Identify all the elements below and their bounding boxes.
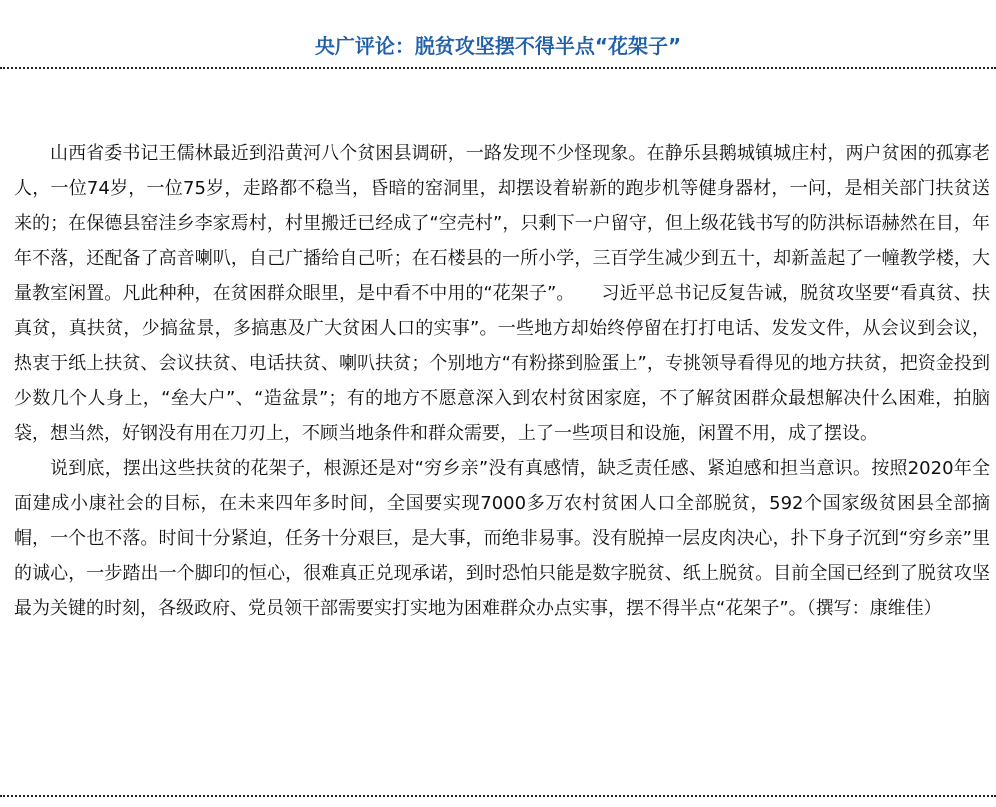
article-paragraph-1: 山西省委书记王儒林最近到沿黄河八个贫困县调研，一路发现不少怪现象。在静乐县鹅城镇城庄村，两户贫困的孤寡老人，一位74岁，一位75岁，走路都不稳当，昏暗的窑洞里，却摆设着崭新的跑步机等健身器材，一问，是相关部门扶贫送来的；在保德县窑洼乡李家焉村，村里搬迁已经成了“空壳村”，只剩下一户留守，但上级花钱书写的防洪标语赫然在目，年年不落，还配备了高音喇叭，自己广播给自己听；在石楼县的一所小学，三百学生减少到五十，却新盖起了一幢教学楼，大量教室闲置。凡此种种，在贫困群众眼里，是中看不中用的“花架子”。 习近平总书记反复告诫，脱贫攻坚要“看真贫、扶真贫，真扶贫，少搞盆景，多搞惠及广大贫困人口的实事”。一些地方却始终停留在打打电话、发发文件，从会议到会议，热衷于纸上扶贫、会议扶贫、电话扶贫、喇叭扶贫；个别地方“有粉搽到脸蛋上”，专挑领导看得见的地方扶贫，把资金投到少数几个人身上，“垒大户”、“造盆景”；有的地方不愿意深入到农村贫困家庭，不了解贫困群众最想解决什么困难，拍脑袋，想当然，好钢没有用在刀刃上，不顾当地条件和群众需要，上了一些项目和设施，闲置不用，成了摆设。 <box>14 143 990 444</box>
article-body <box>14 136 990 626</box>
article-paragraph-2: 说到底，摆出这些扶贫的花架子，根源还是对“穷乡亲”没有真感情，缺乏责任感、紧迫感和担当意识。按照2020年全面建成小康社会的目标，在未来四年多时间，全国要实现7000多万农村贫困人口全部脱贫，592个国家级贫困县全部摘帽，一个也不落。时间十分紧迫，任务十分艰巨，是大事，而绝非易事。没有脱掉一层皮肉决心，扑下身子沉到“穷乡亲”里的诚心，一步踏出一个脚印的恒心，很难真正兑现承诺，到时恐怕只能是数字脱贫、纸上脱贫。目前全国已经到了脱贫攻坚最为关键的时刻，各级政府、党员领干部需要实打实地为困难群众办点实事，摆不得半点“花架子”。（撰写：康维佳） <box>14 458 990 619</box>
bottom-divider <box>0 795 996 797</box>
article-title: 央广评论：脱贫攻坚摆不得半点“花架子” <box>314 34 682 58</box>
title-divider <box>0 67 996 69</box>
